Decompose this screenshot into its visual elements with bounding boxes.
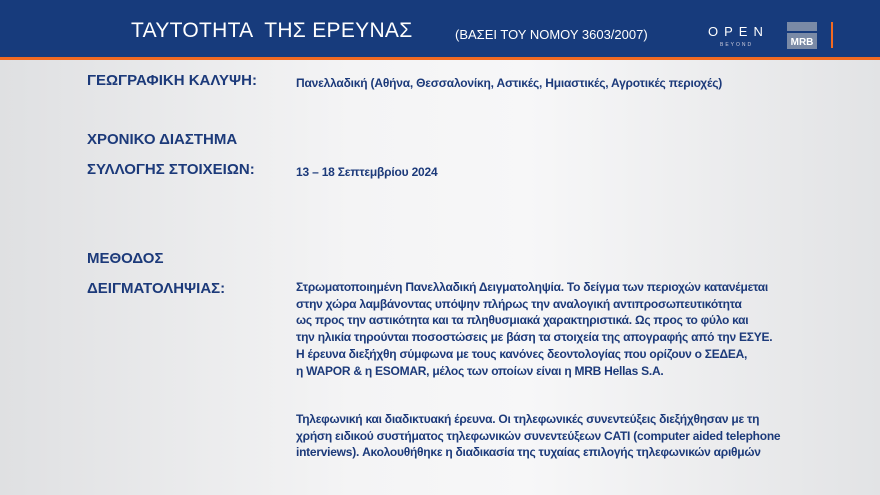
period-label-line2: ΣΥΛΛΟΓΗΣ ΣΤΟΙΧΕΙΩΝ: [87, 161, 255, 178]
text-line: χρήση ειδικού συστήματος τηλεφωνικών συνεντεύξεων CATI (computer aided telephone [296, 428, 781, 443]
method-label-line2: ΔΕΙΓΜΑΤΟΛΗΨΙΑΣ: [87, 280, 226, 297]
orange-divider [831, 22, 833, 48]
method-paragraph-1 [296, 279, 772, 379]
open-logo: OPEN [708, 24, 769, 39]
page-title: ΤΑΥΤΟΤΗΤΑ ΤΗΣ ΕΡΕΥΝΑΣ [131, 19, 413, 42]
method-paragraph-2 [296, 411, 780, 461]
coverage-value: Πανελλαδική (Αθήνα, Θεσσαλονίκη, Αστικές, Ημιαστικές, Αγροτικές περιοχές) [296, 76, 723, 90]
text-line: την ηλικία τηρούνται ποσοστώσεις με βάση τα στοιχεία της απογραφής από την ΕΣΥΕ. [296, 330, 773, 345]
period-value: 13 – 18 Σεπτεμβρίου 2024 [296, 165, 438, 179]
text-line: στην χώρα λαμβάνοντας υπόψην πλήρως την αναλογική αντιπροσωπευτικότητα [296, 296, 742, 311]
open-logo-beyond: BEYOND [720, 42, 754, 48]
text-line: ως προς την αστικότητα και τα πληθυσμιακά χαρακτηριστικά. Ως προς το φύλο και [296, 313, 749, 328]
method-label-line1: ΜΕΘΟΔΟΣ [87, 250, 164, 267]
text-line: Τηλεφωνική και διαδικτυακή έρευνα. Οι τηλεφωνικές συνεντεύξεις διεξήχθησαν με τη [296, 412, 760, 426]
coverage-label: ΓΕΩΓΡΑΦΙΚΗ ΚΑΛΥΨΗ: [87, 72, 257, 89]
mrb-logo [787, 22, 817, 49]
text-line: Στρωματοποιημένη Πανελλαδική Δειγματοληψία. Το δείγμα των περιοχών κατανέμεται [296, 280, 768, 294]
orange-rule [0, 57, 880, 60]
period-label-line1: ΧΡΟΝΙΚΟ ΔΙΑΣΤΗΜΑ [87, 131, 238, 148]
text-line: η WAPOR & η ESOMAR, μέλος των οποίων είναι η MRB Hellas S.A. [296, 363, 664, 378]
header-bar [0, 0, 880, 57]
mrb-logo-text: MRB [790, 37, 814, 48]
page-subtitle: (ΒΑΣΕΙ ΤΟΥ ΝΟΜΟΥ 3603/2007) [455, 27, 648, 42]
text-line: interviews). Ακολουθήθηκε η διαδικασία της τυχαίας επιλογής τηλεφωνικών αριθμών [296, 445, 761, 460]
text-line: Η έρευνα διεξήχθη σύμφωνα με τους κανόνες δεοντολογίας που ορίζουν ο ΣΕΔΕΑ, [296, 346, 748, 361]
